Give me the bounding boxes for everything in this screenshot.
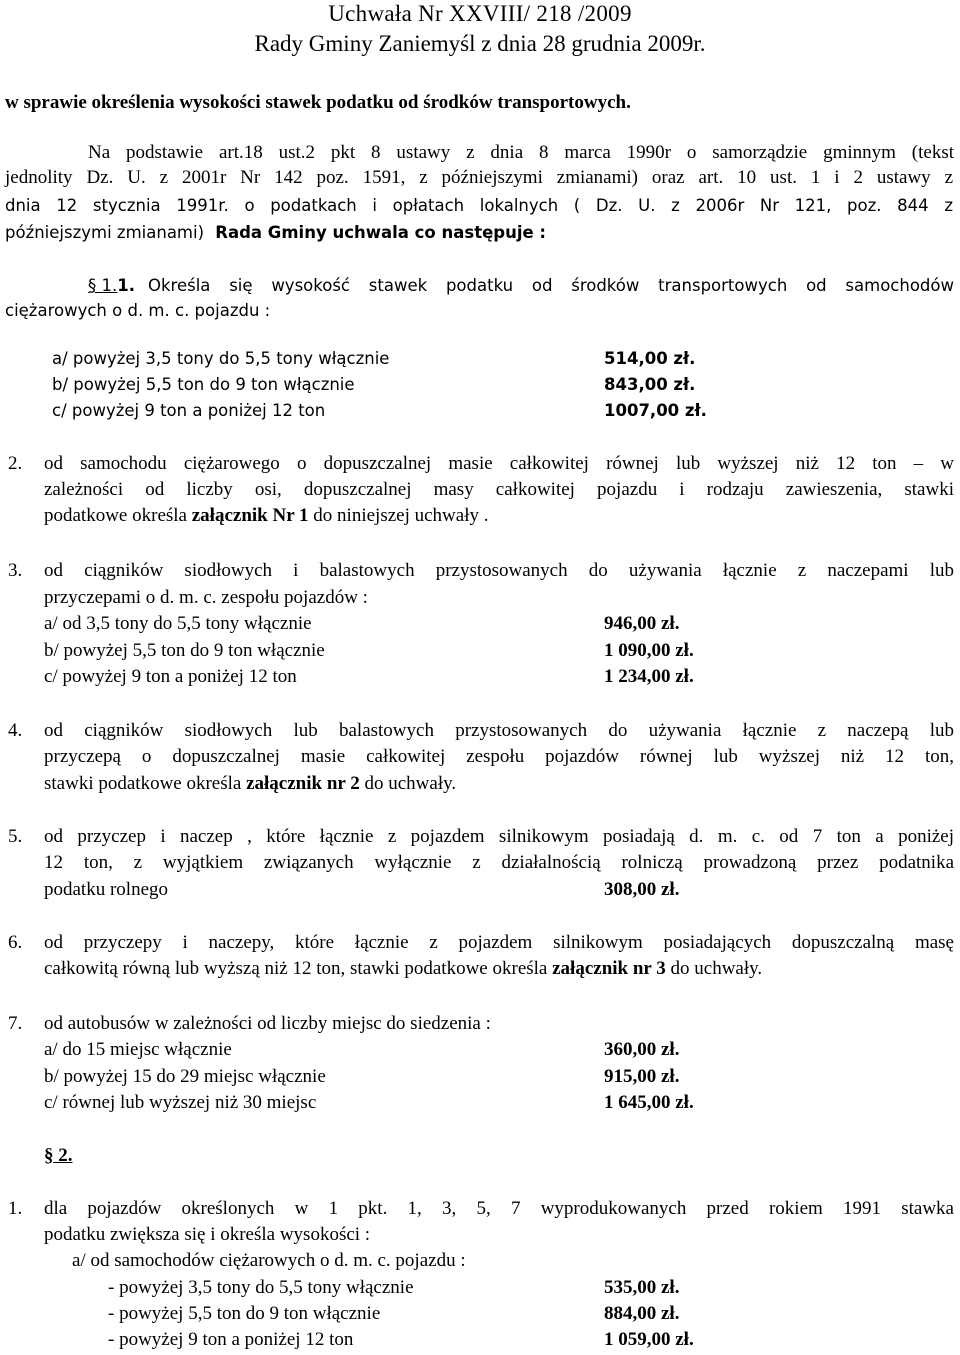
sec1-p1-row-c: c/ powyżej 9 ton a poniżej 12 ton bbox=[52, 401, 326, 420]
sec2-p1-row-2: - powyżej 5,5 ton do 9 ton włącznie bbox=[108, 1303, 381, 1324]
sec1-p7-line-1: od autobusów w zależności od liczby miejsc do siedzenia : bbox=[44, 1013, 491, 1034]
attachment-3-reference: załącznik nr 3 bbox=[552, 958, 666, 979]
sec1-p2-line-2: zależności od liczby osi, dopuszczalnej masy całkowitej pojazdu i rodzaju zawieszenia, stawki bbox=[44, 479, 954, 500]
sec1-p7-number: 7. bbox=[8, 1013, 23, 1034]
sec1-p3-amount-c: 1 234,00 zł. bbox=[604, 666, 694, 687]
sec1-p5-amount: 308,00 zł. bbox=[604, 879, 680, 900]
section-2-heading-label: § 2. bbox=[44, 1145, 73, 1166]
sec1-p3-amount-a: 946,00 zł. bbox=[604, 613, 680, 634]
sec2-p1-amount-1: 535,00 zł. bbox=[604, 1277, 680, 1298]
sec1-p7-row-c: c/ równej lub wyższej niż 30 miejsc bbox=[44, 1092, 317, 1113]
sec1-p4-line-3 bbox=[44, 773, 456, 795]
sec2-p1-amount-2: 884,00 zł. bbox=[604, 1303, 680, 1324]
sec1-p4-line-3-text: stawki podatkowe określa bbox=[44, 773, 242, 794]
sec1-p6-line-2-end: do uchwały. bbox=[670, 958, 763, 979]
sec1-p1-line-2: ciężarowych o d. m. c. pojazdu : bbox=[5, 301, 271, 320]
title-line-1: Uchwała Nr XXVIII/ 218 /2009 bbox=[328, 1, 632, 26]
sec1-p4-number: 4. bbox=[8, 720, 23, 741]
preamble-line-4 bbox=[5, 222, 546, 244]
sec2-p1-line-3: a/ od samochodów ciężarowych o d. m. c. pojazdu : bbox=[72, 1250, 466, 1271]
preamble-line-2: jednolity Dz. U. z 2001r Nr 142 poz. 1591, z późniejszymi zmianami) oraz art. 10 ust. 1 i 2 ustawy z bbox=[5, 167, 953, 188]
sec1-p7-amount-c: 1 645,00 zł. bbox=[604, 1092, 694, 1113]
sec1-p3-line-1: od ciągników siodłowych i balastowych przystosowanych do używania łącznie z naczepami lub bbox=[44, 560, 954, 581]
sec2-p1-row-1: - powyżej 3,5 tony do 5,5 tony włącznie bbox=[108, 1277, 414, 1298]
sec2-p1-line-1: dla pojazdów określonych w 1 pkt. 1, 3, 5, 7 wyprodukowanych przed rokiem 1991 stawka bbox=[44, 1198, 954, 1219]
sec2-p1-row-3: - powyżej 9 ton a poniżej 12 ton bbox=[108, 1329, 354, 1350]
section-2-heading bbox=[44, 1145, 73, 1167]
sec1-p6-line-2-text: całkowitą równą lub wyższą niż 12 ton, stawki podatkowe określa bbox=[44, 958, 548, 979]
sec1-p1-row-b: b/ powyżej 5,5 ton do 9 ton włącznie bbox=[52, 375, 355, 394]
title-line-2: Rady Gminy Zaniemyśl z dnia 28 grudnia 2009r. bbox=[254, 31, 706, 56]
sec1-p4-line-2: przyczepą o dopuszczalnej masie całkowitej zespołu pojazdów równej lub wyższej niż 12 ton, bbox=[44, 746, 954, 767]
sec1-p2-line-3-end: do niniejszej uchwały . bbox=[313, 505, 489, 526]
sec2-p1-amount-3: 1 059,00 zł. bbox=[604, 1329, 694, 1350]
preamble-enacting-clause: Rada Gminy uchwala co następuje : bbox=[215, 223, 547, 242]
sec1-p6-number: 6. bbox=[8, 932, 23, 953]
sec1-p5-line-1: od przyczep i naczep , które łącznie z pojazdem silnikowym posiadają d. m. c. od 7 ton a poniżej bbox=[44, 826, 954, 847]
sec1-p6-line-1: od przyczepy i naczepy, które łącznie z pojazdem silnikowym posiadających dopuszczalną masę bbox=[44, 932, 954, 953]
sec1-p2-line-3-text: podatkowe określa bbox=[44, 505, 187, 526]
sec1-p2-line-3 bbox=[44, 505, 488, 527]
sec1-p2-line-1: od samochodu ciężarowego o dopuszczalnej masie całkowitej równej lub wyższej niż 12 ton – w bbox=[44, 453, 954, 474]
sec1-p3-line-2: przyczepami o d. m. c. zespołu pojazdów : bbox=[44, 587, 368, 608]
sec1-p7-row-b: b/ powyżej 15 do 29 miejsc włącznie bbox=[44, 1066, 326, 1087]
section-heading-label: § 1. bbox=[88, 276, 118, 295]
sec1-p5-line-3: podatku rolnego bbox=[44, 879, 169, 900]
sec2-p1-number: 1. bbox=[8, 1198, 23, 1219]
sec1-p4-line-3-end: do uchwały. bbox=[364, 773, 457, 794]
sec1-p1-amount-b: 843,00 zł. bbox=[604, 375, 696, 394]
sec1-p3-row-c: c/ powyżej 9 ton a poniżej 12 ton bbox=[44, 666, 297, 687]
attachment-2-reference: załącznik nr 2 bbox=[246, 773, 360, 794]
sec1-p3-row-a: a/ od 3,5 tony do 5,5 tony włącznie bbox=[44, 613, 312, 634]
sec1-p4-line-1: od ciągników siodłowych lub balastowych przystosowanych do używania łącznie z naczepą lub bbox=[44, 720, 954, 741]
preamble-line-4-text: późniejszymi zmianami) bbox=[5, 223, 205, 242]
preamble-line-1: Na podstawie art.18 ust.2 pkt 8 ustawy z dnia 8 marca 1990r o samorządzie gminnym (tekst bbox=[88, 142, 954, 163]
preamble-line-3: dnia 12 stycznia 1991r. o podatkach i opłatach lokalnych ( Dz. U. z 2006r Nr 121, poz. 844 z bbox=[5, 196, 953, 215]
resolution-subject: w sprawie określenia wysokości stawek podatku od środków transportowych. bbox=[5, 92, 631, 113]
resolution-title bbox=[0, 0, 960, 28]
section-1-heading bbox=[88, 275, 135, 297]
sec1-p5-line-2: 12 ton, z wyjątkiem związanych wyłącznie z działalnością rolniczą prowadzoną przez podatnika bbox=[44, 852, 954, 873]
sec1-p1-amount-a: 514,00 zł. bbox=[604, 349, 696, 368]
sec1-p3-amount-b: 1 090,00 zł. bbox=[604, 640, 694, 661]
sec1-p6-line-2 bbox=[44, 958, 762, 980]
sec2-p1-line-2: podatku zwiększa się i określa wysokości : bbox=[44, 1224, 371, 1245]
sec1-p2-number: 2. bbox=[8, 453, 23, 474]
sec1-p1-row-a: a/ powyżej 3,5 tony do 5,5 tony włącznie bbox=[52, 349, 390, 368]
sec1-p7-amount-b: 915,00 zł. bbox=[604, 1066, 680, 1087]
sec1-p7-amount-a: 360,00 zł. bbox=[604, 1039, 680, 1060]
sec1-p1-number: 1. bbox=[117, 276, 135, 295]
sec1-p3-row-b: b/ powyżej 5,5 ton do 9 ton włącznie bbox=[44, 640, 325, 661]
sec1-p3-number: 3. bbox=[8, 560, 23, 581]
resolution-council-line bbox=[0, 30, 960, 58]
attachment-1-reference: załącznik Nr 1 bbox=[191, 505, 309, 526]
sec1-p7-row-a: a/ do 15 miejsc włącznie bbox=[44, 1039, 232, 1060]
sec1-p1-amount-c: 1007,00 zł. bbox=[604, 401, 707, 420]
sec1-p1-line-1: Określa się wysokość stawek podatku od środków transportowych od samochodów bbox=[148, 276, 954, 295]
sec1-p5-number: 5. bbox=[8, 826, 23, 847]
